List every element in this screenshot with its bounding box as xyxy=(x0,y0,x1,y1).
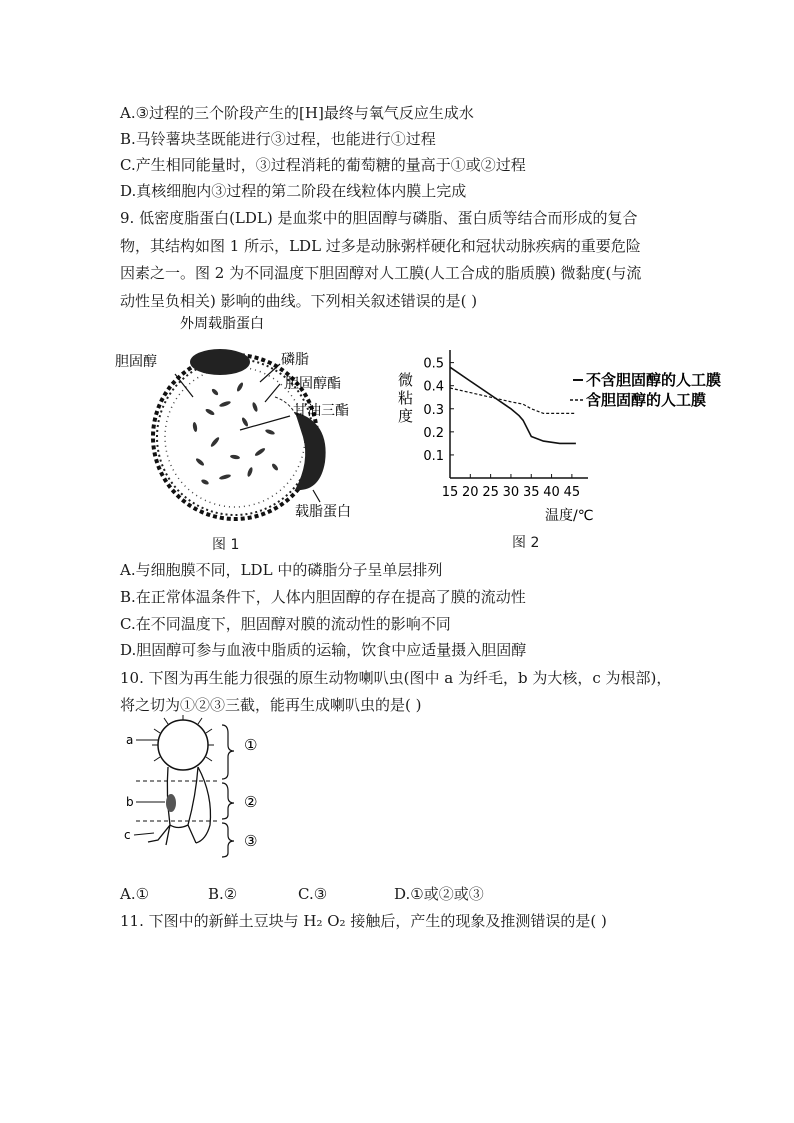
legend-dashed-label: 含胆固醇的人工膜 xyxy=(586,391,707,409)
q9-stem-line: 因素之一。图 2 为不同温度下胆固醇对人工膜(人工合成的脂质膜) 微黏度(与流 xyxy=(120,264,642,282)
y-axis-label-2: 粘 xyxy=(398,389,414,407)
x-tick-label: 45 xyxy=(563,485,581,500)
q9-stem-line: 动性呈负相关) 影响的曲线。下列相关叙述错误的是( ) xyxy=(120,292,478,310)
q9-option-b: B.在正常体温条件下，人体内胆固醇的存在提高了膜的流动性 xyxy=(120,588,526,606)
trumpet-animalcule-figure xyxy=(118,715,278,865)
q8-option-d: D.真核细胞内③过程的第二阶段在线粒体内膜上完成 xyxy=(120,182,467,200)
q8-option-b: B.马铃薯块茎既能进行③过程，也能进行①过程 xyxy=(120,130,436,148)
label-b: b xyxy=(126,795,134,809)
y-axis-label-3: 度 xyxy=(398,407,414,425)
q10-option-b: B.② xyxy=(208,885,238,903)
q9-stem-line: 9. 低密度脂蛋白(LDL) 是血浆中的胆固醇与磷脂、蛋白质等结合而形成的复合 xyxy=(120,209,638,227)
section-2-label: ② xyxy=(244,793,258,811)
x-tick-label: 15 xyxy=(441,485,459,500)
x-axis-label: 温度/℃ xyxy=(545,508,594,524)
ldl-structure-figure xyxy=(115,312,380,522)
y-tick-label: 0.5 xyxy=(423,356,444,372)
x-tick-label: 40 xyxy=(543,485,560,500)
q10-stem-line: 10. 下图为再生能力很强的原生动物喇叭虫(图中 a 为纤毛，b 为大核，c 为根部)， xyxy=(120,669,672,687)
q10-option-c: C.③ xyxy=(298,885,328,903)
section-1-label: ① xyxy=(244,736,258,754)
legend-solid-label: 不含胆固醇的人工膜 xyxy=(586,371,722,389)
y-tick-label: 0.3 xyxy=(423,402,444,418)
x-tick-label: 25 xyxy=(482,485,499,500)
label-a: a xyxy=(126,733,134,747)
x-tick-label: 35 xyxy=(522,485,540,500)
x-tick-label: 30 xyxy=(502,485,520,500)
section-3-label: ③ xyxy=(244,832,258,850)
figure-2-caption: 图 2 xyxy=(512,535,540,551)
q10-stem-line: 将之切为①②③三截，能再生成喇叭虫的是( ) xyxy=(120,696,422,714)
label-apolipoprotein: 载脂蛋白 xyxy=(295,504,351,520)
y-axis-label-1: 微 xyxy=(398,371,414,389)
q9-option-c: C.在不同温度下，胆固醇对膜的流动性的影响不同 xyxy=(120,615,451,633)
x-tick-label: 20 xyxy=(462,485,479,500)
figure-1-caption: 图 1 xyxy=(212,537,240,553)
label-cholesterol-ester: 胆固醇酯 xyxy=(285,376,341,392)
series-line-without-cholesterol xyxy=(450,367,576,443)
y-tick-label: 0.1 xyxy=(423,448,444,464)
q9-option-a: A.与细胞膜不同，LDL 中的磷脂分子呈单层排列 xyxy=(120,561,443,579)
lipid-core xyxy=(192,382,279,486)
q8-option-a: A.③过程的三个阶段产生的[H]最终与氧气反应生成水 xyxy=(120,104,474,122)
q9-option-d: D.胆固醇可参与血液中脂质的运输，饮食中应适量摄入胆固醇 xyxy=(120,641,527,659)
viscosity-chart xyxy=(390,350,760,525)
label-triglyceride: 甘油三酯 xyxy=(293,403,349,419)
q10-option-a: A.① xyxy=(120,885,150,903)
q9-stem-line: 物，其结构如图 1 所示，LDL 过多是动脉粥样硬化和冠状动脉疾病的重要危险 xyxy=(120,237,641,255)
label-peripheral-apolipoprotein: 外周载脂蛋白 xyxy=(180,316,264,332)
y-tick-label: 0.4 xyxy=(423,379,444,395)
q11-stem: 11. 下图中的新鲜土豆块与 H₂ O₂ 接触后，产生的现象及推测错误的是( ) xyxy=(120,912,607,930)
label-cholesterol: 胆固醇 xyxy=(115,354,157,370)
q8-option-c: C.产生相同能量时，③过程消耗的葡萄糖的量高于①或②过程 xyxy=(120,156,526,174)
q10-option-d: D.①或②或③ xyxy=(394,885,484,903)
peripheral-apolipoprotein xyxy=(190,349,250,375)
y-tick-label: 0.2 xyxy=(423,425,444,441)
apolipoprotein xyxy=(295,412,326,490)
label-c: c xyxy=(124,828,131,842)
label-phospholipid: 磷脂 xyxy=(281,352,309,368)
